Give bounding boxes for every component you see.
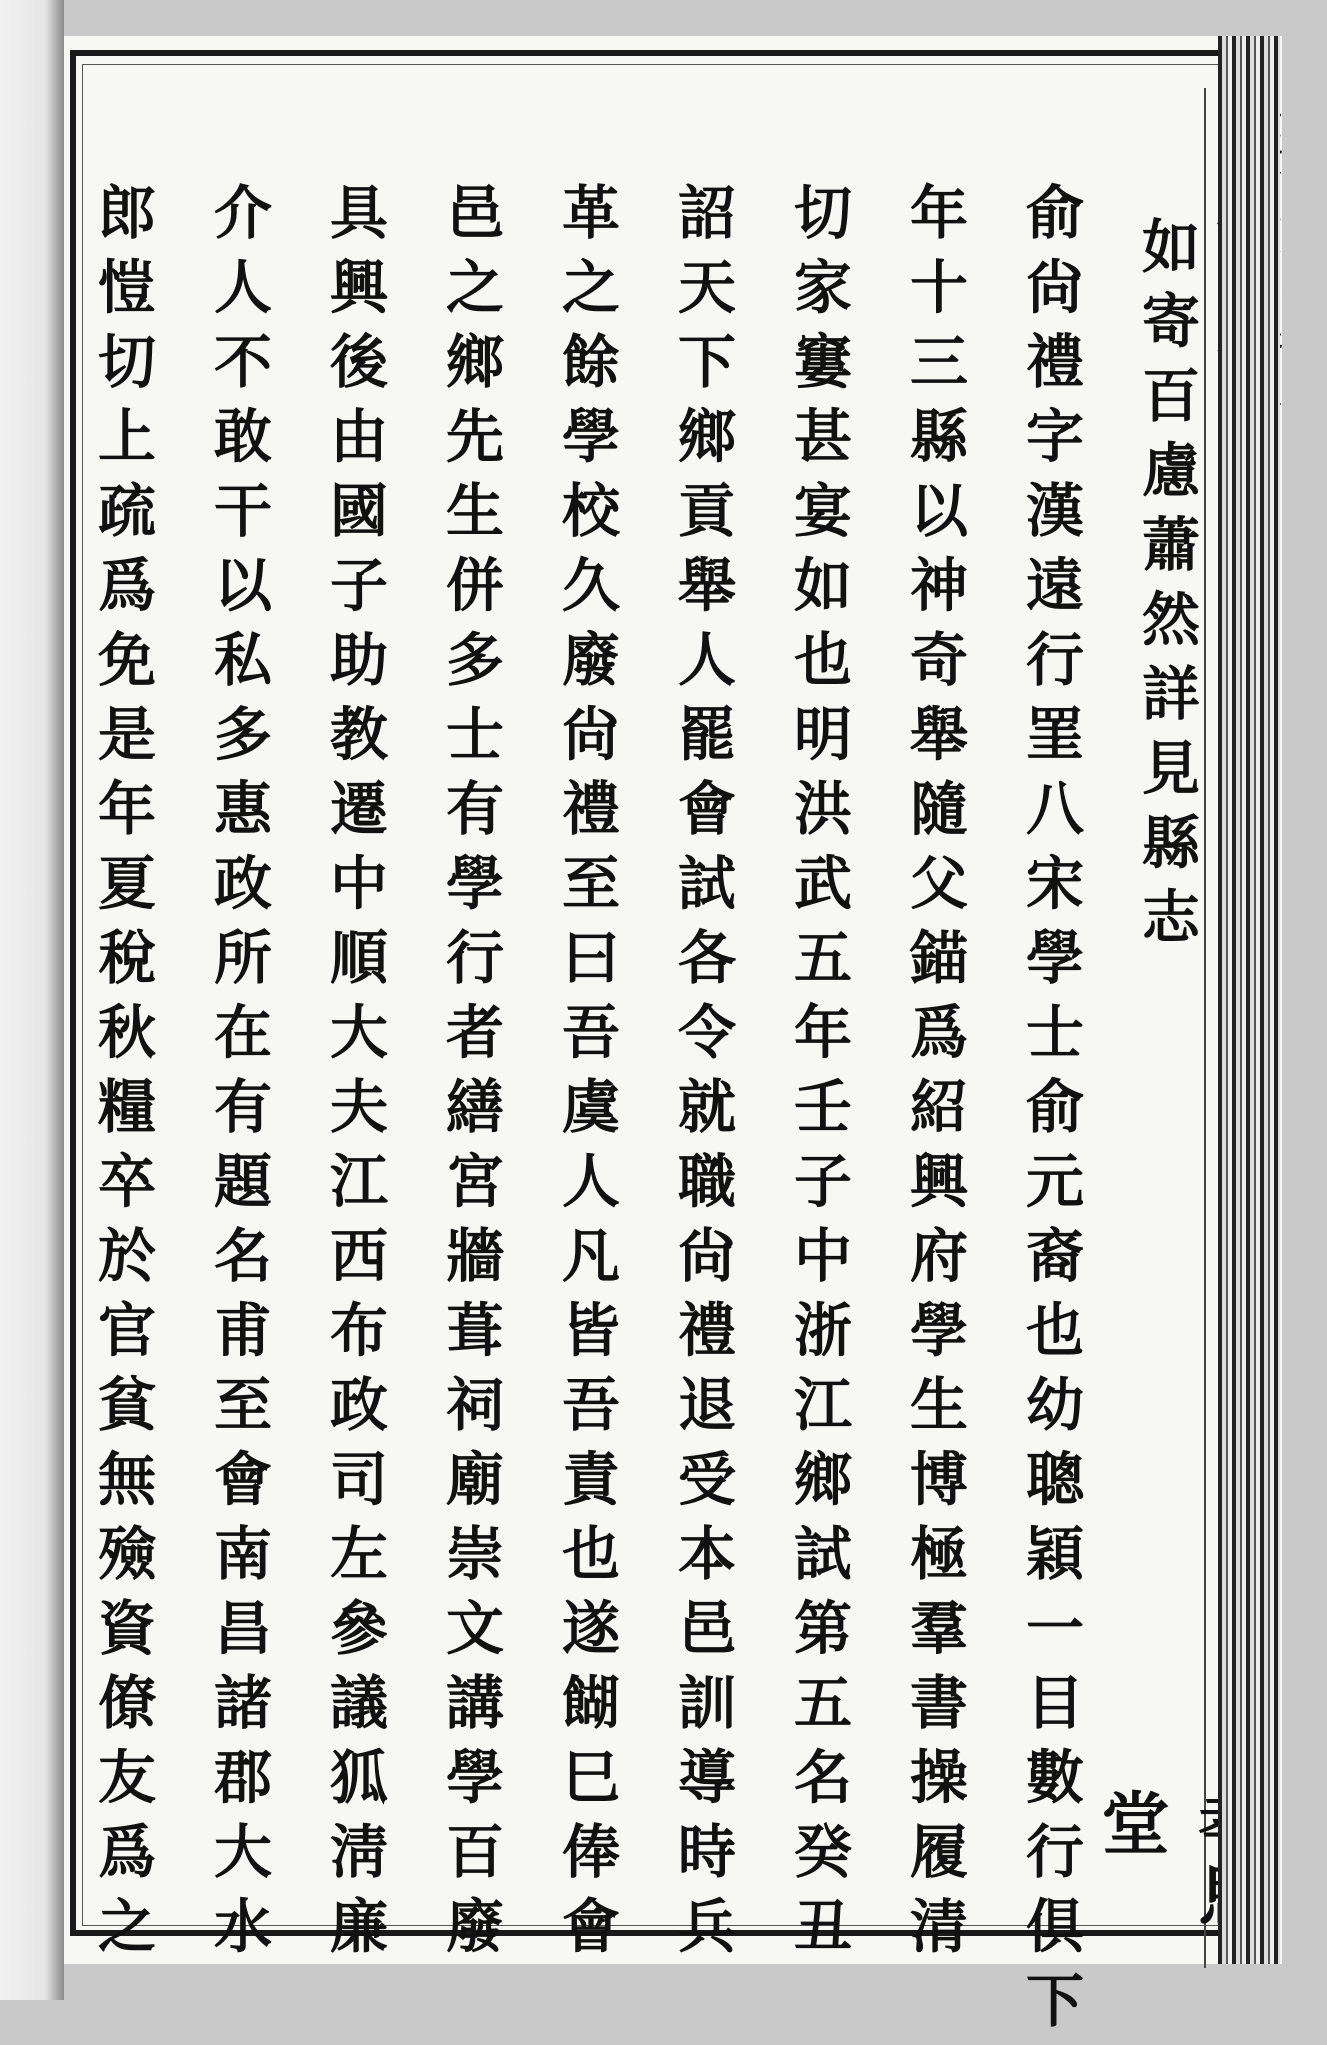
text-column-6: 革之餘學校久廢尙禮至曰吾虞人凡皆吾責也遂餬巳俸會 <box>552 182 620 1970</box>
book-page <box>64 36 1282 2045</box>
text-column-9: 介人不敢干以私多惠政所在有題名甫至會南昌諸郡大水 <box>204 182 272 1970</box>
text-column-7: 邑之鄉先生併多士有學行者繕宮牆葺祠廟崇文講學百廢 <box>436 182 504 1970</box>
previous-page-edge <box>0 0 64 2000</box>
book-spine-edge <box>1218 36 1280 1964</box>
text-column-5: 詔天下鄉貢舉人罷會試各令就職尙禮退受本邑訓導時兵 <box>668 182 736 1970</box>
text-column-3: 年十三縣以神奇舉隨父錨爲紹興府學生博極羣書操履清 <box>900 182 968 1970</box>
text-column-4: 切家窶甚宴如也明洪武五年壬子中浙江鄉試第五名癸丑 <box>784 182 852 1970</box>
text-column-2: 俞尙禮字漢遠行罣八宋學士俞元裔也幼聰穎一目數行俱下 <box>1016 182 1084 2045</box>
text-column-10: 郎愷切上疏爲免是年夏稅秋糧卒於官貧無殮資僚友爲之 <box>88 182 156 1970</box>
text-column-1: 如寄百慮蕭然詳見縣志 <box>1132 216 1200 961</box>
text-column-8: 具興後由國子助教遷中順大夫江西布政司左參議狐淸廉 <box>320 182 388 1970</box>
publisher-hall: 堂 <box>1090 1788 1170 1862</box>
text-area <box>88 182 1224 2045</box>
